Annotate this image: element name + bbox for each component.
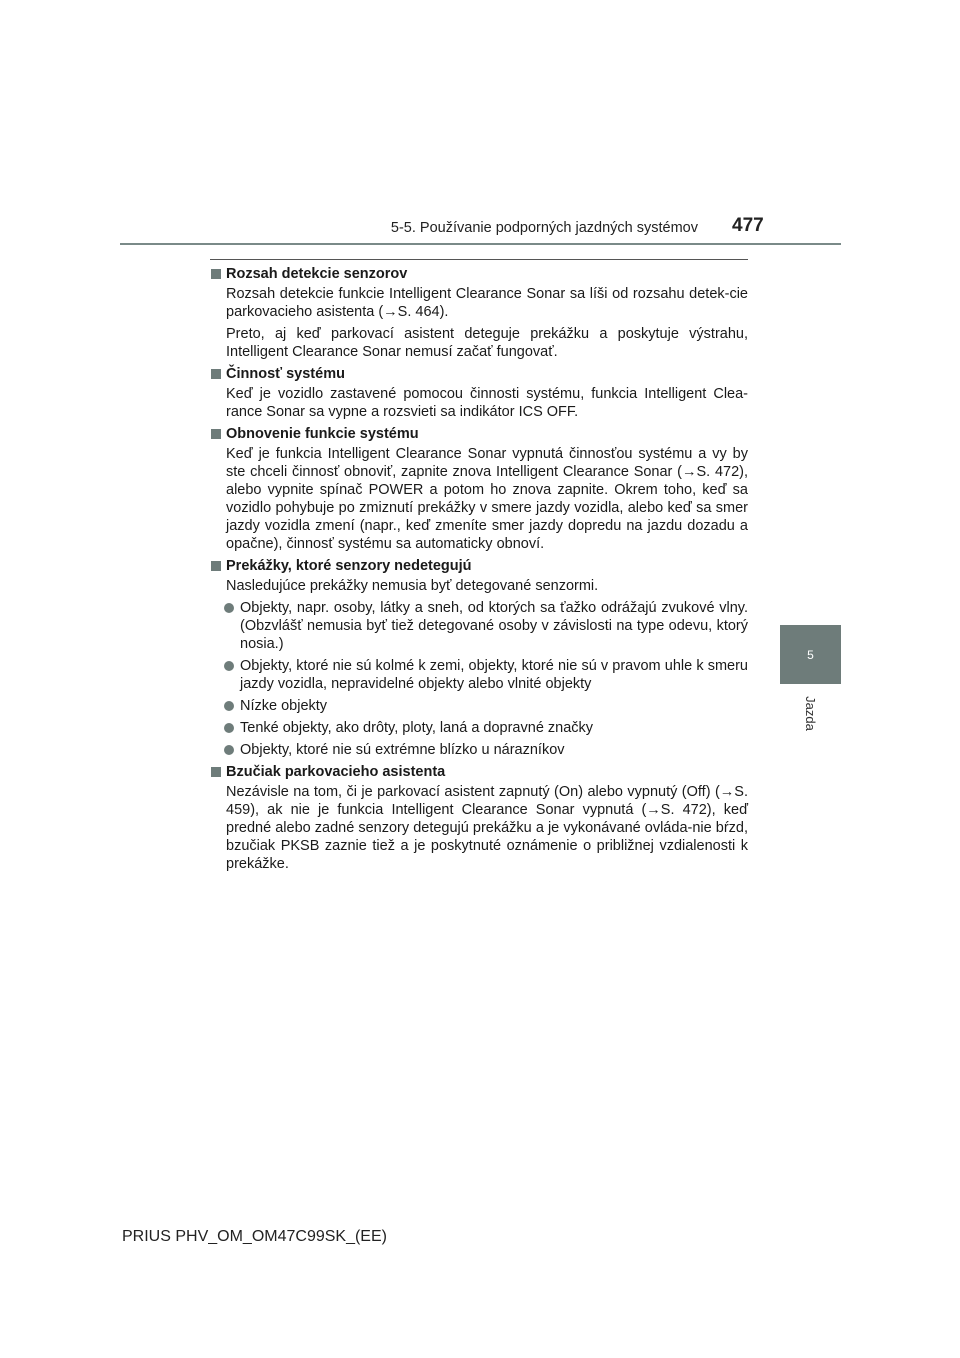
section-system-operation bbox=[210, 365, 748, 421]
paragraph: Keď je funkcia Intelligent Clearance Sonar vypnutá činnosťou systému a vy by ste chceli činnosť obnoviť, zapnite znova Intelligent Clearance Sonar (→S. 472), alebo vypnite spínač POWER a potom ho znova zapnite. Okrem toho, keď sa vozidlo pohybuje po zmiznutí prekážky v smere jazdy vozidla, alebo keď sa smer jazdy vozidla zmení (napr., keď zmeníte smer jazdy dopredu na jazdu dozadu a opačne), činnosť systému sa automaticky obnoví. bbox=[226, 446, 748, 552]
square-bullet-icon bbox=[211, 561, 221, 571]
header-rule bbox=[120, 243, 841, 245]
list-item-text: Nízke objekty bbox=[240, 698, 328, 714]
list-item-text: Objekty, ktoré nie sú kolmé k zemi, objekty, ktoré nie sú v pravom uhle k smeru jazdy vozidla, nepravidelné objekty alebo vlnité objekty bbox=[240, 658, 748, 692]
circle-bullet-icon bbox=[224, 723, 234, 733]
section-function-restore bbox=[210, 425, 748, 553]
section-heading bbox=[210, 365, 748, 383]
content bbox=[210, 265, 748, 877]
header-section-title: 5-5. Používanie podporných jazdných systémov bbox=[390, 220, 698, 236]
page-number: 477 bbox=[732, 215, 764, 236]
heading-text: Obnovenie funkcie systému bbox=[226, 426, 419, 442]
circle-bullet-icon bbox=[224, 745, 234, 755]
footer-document-code: PRIUS PHV_OM_OM47C99SK_(EE) bbox=[122, 1228, 387, 1245]
circle-bullet-icon bbox=[224, 701, 234, 711]
list-item bbox=[210, 741, 748, 759]
heading-text: Činnosť systému bbox=[226, 366, 345, 382]
list-item bbox=[210, 599, 748, 653]
square-bullet-icon bbox=[211, 369, 221, 379]
section-rule bbox=[210, 259, 748, 260]
paragraph: Nezávisle na tom, či je parkovací asistent zapnutý (On) alebo vypnutý (Off) (→S. 459), ak nie je funkcia Intelligent Clearance Sonar vypnutá (→S. 472), keď predné alebo zadné senzory detegujú prekážku a je vykonávané ovláda-nie bŕzd, bzučiak PKSB zaznie tiež a je poskytnuté oznámenie o približnej vzdialenosti k prekážke. bbox=[226, 784, 748, 872]
section-heading bbox=[210, 425, 748, 443]
list-item bbox=[210, 657, 748, 693]
section-heading bbox=[210, 763, 748, 781]
list-item-text: Objekty, napr. osoby, látky a sneh, od ktorých sa ťažko odrážajú zvukové vlny. (Obzvlášť nemusia byť tiež detegované osoby v závislosti na type odevu, ktorý nosia.) bbox=[240, 600, 748, 652]
paragraph: Rozsah detekcie funkcie Intelligent Clearance Sonar sa líši od rozsahu detek-cie parkovacieho asistenta (→S. 464). bbox=[226, 286, 748, 320]
circle-bullet-icon bbox=[224, 661, 234, 671]
heading-text: Prekážky, ktoré senzory nedetegujú bbox=[226, 558, 472, 574]
section-detection-range bbox=[210, 265, 748, 361]
section-heading bbox=[210, 265, 748, 283]
chapter-label: Jazda bbox=[802, 695, 818, 731]
chapter-tab bbox=[780, 625, 841, 684]
paragraph: Preto, aj keď parkovací asistent deteguje prekážku a poskytuje výstrahu, Intelligent Clearance Sonar nemusí začať fungovať. bbox=[226, 326, 748, 360]
section-parking-buzzer bbox=[210, 763, 748, 873]
list-item bbox=[210, 719, 748, 737]
paragraph: Keď je vozidlo zastavené pomocou činnosti systému, funkcia Intelligent Clea-rance Sonar sa vypne a rozsvieti sa indikátor ICS OFF. bbox=[226, 386, 748, 420]
paragraph: Nasledujúce prekážky nemusia byť detegované senzormi. bbox=[226, 578, 599, 594]
section-undetected-obstacles bbox=[210, 557, 748, 759]
chapter-number: 5 bbox=[807, 647, 814, 662]
square-bullet-icon bbox=[211, 767, 221, 777]
heading-text: Rozsah detekcie senzorov bbox=[226, 266, 408, 282]
circle-bullet-icon bbox=[224, 603, 234, 613]
chapter-label-container bbox=[780, 688, 841, 738]
heading-text: Bzučiak parkovacieho asistenta bbox=[226, 764, 446, 780]
list-item bbox=[210, 697, 748, 715]
section-heading bbox=[210, 557, 748, 575]
square-bullet-icon bbox=[211, 269, 221, 279]
list-item-text: Objekty, ktoré nie sú extrémne blízko u nárazníkov bbox=[240, 742, 565, 758]
square-bullet-icon bbox=[211, 429, 221, 439]
list-item-text: Tenké objekty, ako drôty, ploty, laná a dopravné značky bbox=[240, 720, 594, 736]
